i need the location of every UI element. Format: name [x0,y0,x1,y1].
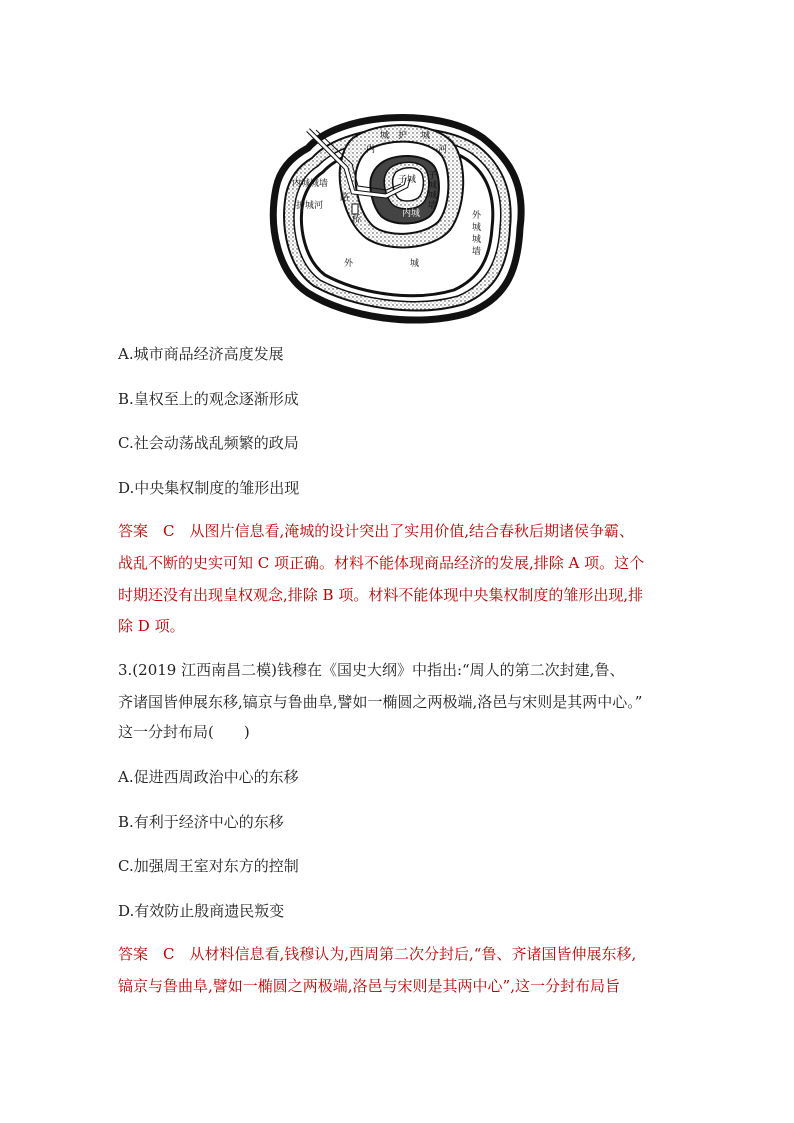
map-label: 内城城墙 [292,179,329,189]
option-a: A.城市商品经济高度发展 [118,345,284,363]
map-label: 城 [428,181,438,191]
map-label: 内 [366,145,376,155]
city-map-figure [268,108,528,326]
map-label: 外 [472,211,482,221]
answer-line: 除 D 项。 [118,617,185,635]
map-label: 外 [344,259,354,269]
map-label: 城 [472,235,482,245]
map-label: 墙 [472,247,482,257]
answer-line: 答案 C 从材料信息看,钱穆认为,西周第二次分封后,“鲁、齐诸国皆伸展东移, [118,945,637,963]
question-stem-line: 3.(2019 江西南昌二模)钱穆在《国史大纲》中指出:“周人的第二次封建,鲁、 [118,661,625,679]
option-a: A.促进西周政治中心的东移 [118,768,299,786]
answer-line: 时期还没有出现皇权观念,排除 B 项。材料不能体现中央集权制度的雏形出现,排 [118,586,644,604]
bridge [352,204,358,214]
option-d: D.中央集权制度的雏形出现 [118,479,300,497]
map-label: 内城 [402,209,421,219]
map-label: 护城河 [296,201,324,211]
map-label: 护 [398,131,408,141]
map-label: 桥 [352,215,362,225]
map-label: 路 [340,193,350,203]
map-label: 城 [421,131,431,141]
option-d: D.有效防止殷商遗民叛变 [118,902,285,920]
option-b: B.有利于经济中心的东移 [118,813,284,831]
map-label: 城 [380,131,390,141]
answer-line: 战乱不断的史实可知 C 项正确。材料不能体现商品经济的发展,排除 A 项。这个 [118,554,645,572]
map-label: 子 [428,171,438,181]
map-label: 城 [472,223,482,233]
question-stem-line: 这一分封布局( ) [118,723,250,741]
map-label: 城 [410,259,420,269]
option-c: C.社会动荡战乱频繁的政局 [118,434,299,452]
map-label: 墙 [428,201,438,211]
option-b: B.皇权至上的观念逐渐形成 [118,390,299,408]
map-label: 城 [428,191,438,201]
map-label: 子城 [398,175,417,185]
map-label: 河 [438,145,448,155]
answer-line: 答案 C 从图片信息看,淹城的设计突出了实用价值,结合春秋后期诸侯争霸、 [118,522,635,540]
option-c: C.加强周王室对东方的控制 [118,857,299,875]
answer-line: 镐京与鲁曲阜,譬如一椭圆之两极端,洛邑与宋则是其两中心”,这一分封布局旨 [118,977,620,995]
question-stem-line: 齐诸国皆伸展东移,镐京与鲁曲阜,譬如一椭圆之两极端,洛邑与宋则是其两中心。” [118,693,643,711]
